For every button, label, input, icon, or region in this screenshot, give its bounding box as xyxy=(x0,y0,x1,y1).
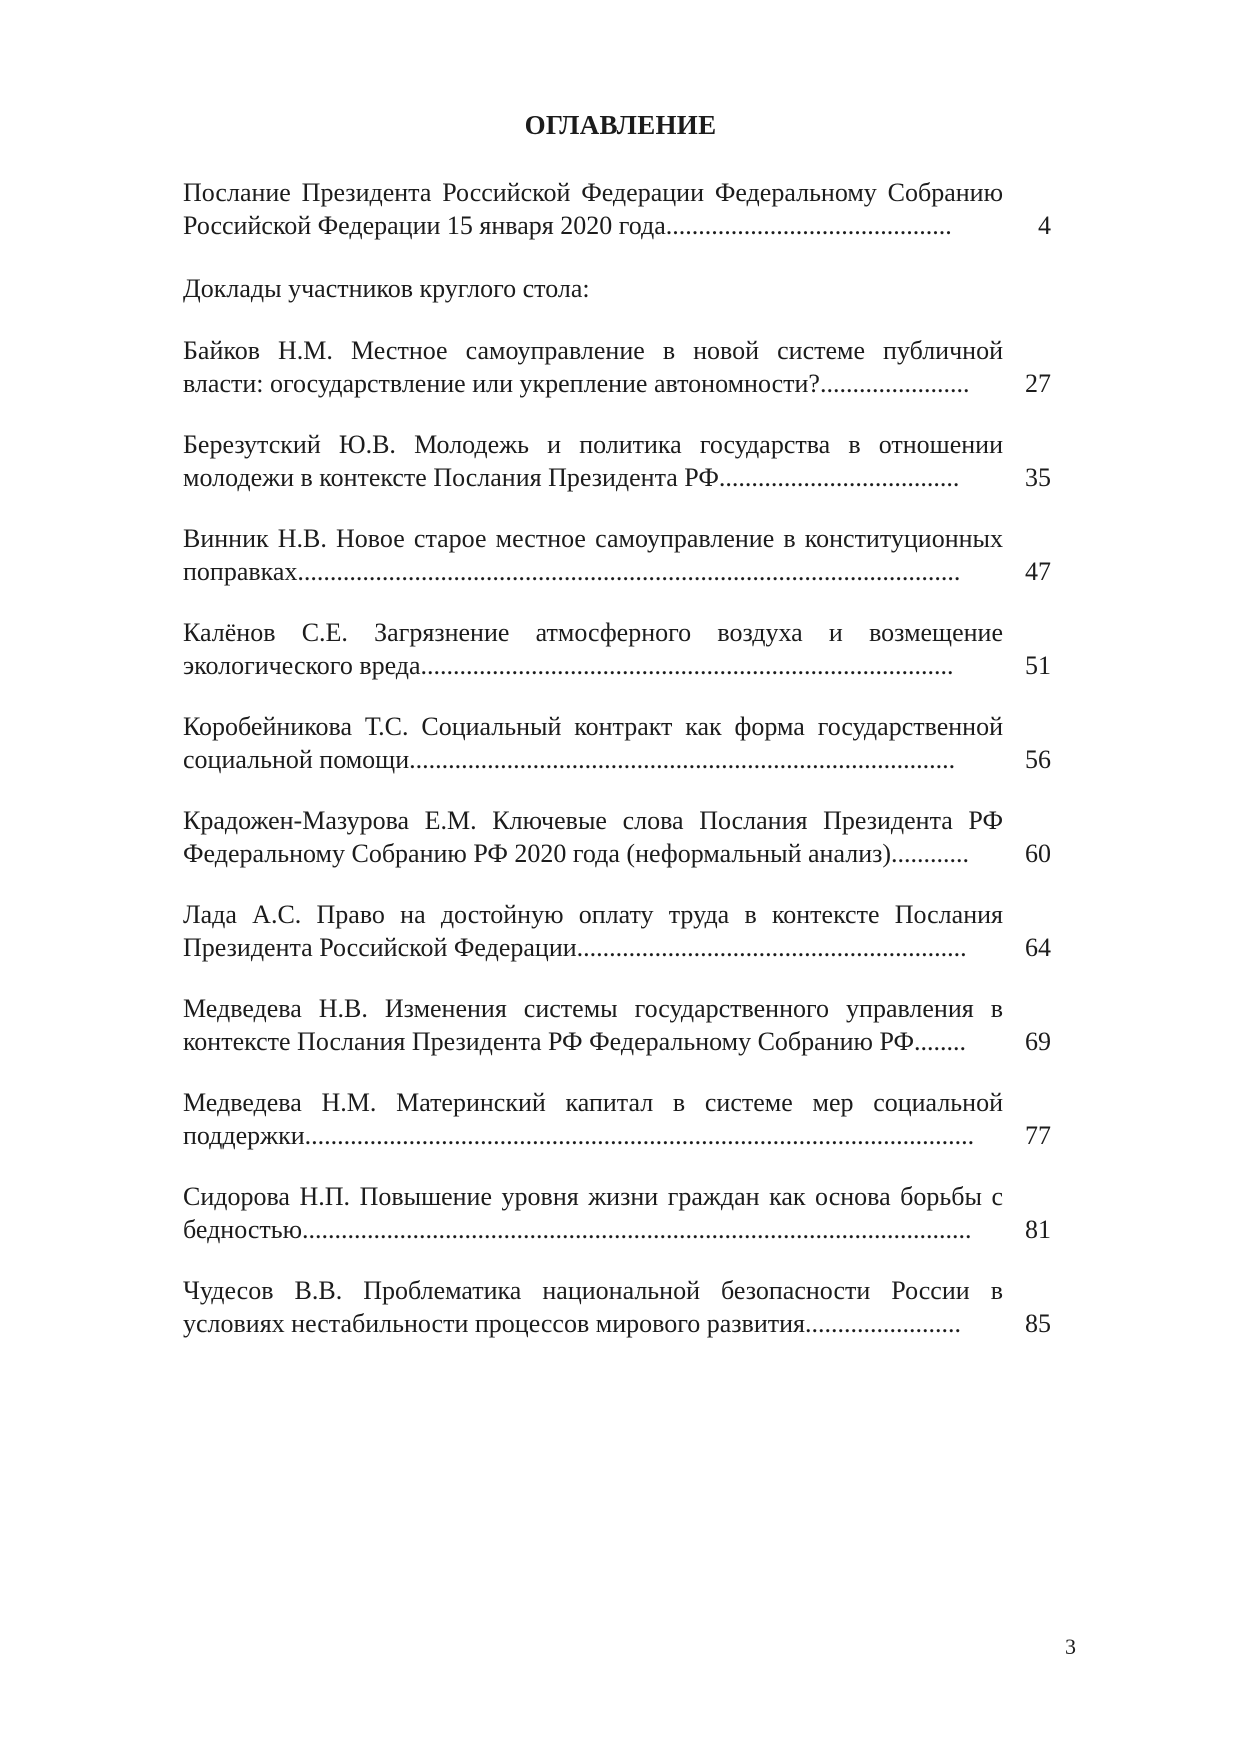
toc-entry xyxy=(183,616,1051,710)
toc-entry xyxy=(183,804,1051,898)
toc-entry xyxy=(183,334,1051,428)
toc-entry-page: 64 xyxy=(1025,933,1051,962)
toc-entry-page: 27 xyxy=(1025,369,1051,398)
toc-entry-page: 77 xyxy=(1025,1121,1051,1150)
toc-entry-title: Чудесов В.В. Проблематика национальной безопасности России в условиях нестабильности процессов мирового развития........................ xyxy=(183,1276,1003,1338)
toc-entry-page: 4 xyxy=(1038,211,1051,240)
table-of-contents xyxy=(183,176,1051,1368)
toc-entry-title: Лада А.С. Право на достойную оплату труда в контексте Послания Президента Российской Федерации............................................................ xyxy=(183,900,1003,962)
toc-entry-presidential-address xyxy=(183,176,1051,272)
toc-entry-title: Крадожен-Мазурова Е.М. Ключевые слова Послания Президента РФ Федеральному Собранию РФ 2020 года (неформальный анализ)............ xyxy=(183,806,1003,868)
page-number: 3 xyxy=(1065,1634,1076,1659)
page-title: ОГЛАВЛЕНИЕ xyxy=(524,110,717,140)
toc-entry-page: 85 xyxy=(1025,1309,1051,1338)
toc-entry-title: Сидорова Н.П. Повышение уровня жизни граждан как основа борьбы с бедностью....................................................................................................... xyxy=(183,1182,1003,1244)
toc-entry-page: 35 xyxy=(1025,463,1051,492)
toc-entry-page: 81 xyxy=(1025,1215,1051,1244)
toc-entry xyxy=(183,710,1051,804)
toc-entry-title: Байков Н.М. Местное самоуправление в новой системе публичной власти: огосударствление или укрепление автономности?....................... xyxy=(183,336,1003,398)
toc-entry-title: Медведева Н.М. Материнский капитал в системе мер социальной поддержки....................................................................................................... xyxy=(183,1088,1003,1150)
toc-entry-page: 51 xyxy=(1025,651,1051,680)
toc-entry-page: 47 xyxy=(1025,557,1051,586)
toc-entry-title: Медведева Н.В. Изменения системы государственного управления в контексте Послания Президента РФ Федеральному Собранию РФ........ xyxy=(183,994,1003,1056)
toc-entry-page: 56 xyxy=(1025,745,1051,774)
toc-entry xyxy=(183,428,1051,522)
toc-entry xyxy=(183,522,1051,616)
toc-entry xyxy=(183,1274,1051,1368)
toc-entry-title: Березутский Ю.В. Молодежь и политика государства в отношении молодежи в контексте Послания Президента РФ..................................... xyxy=(183,430,1003,492)
toc-entry-title: Коробейникова Т.С. Социальный контракт как форма государственной социальной помощи.................................................................................... xyxy=(183,712,1003,774)
toc-entry-title: Калёнов С.Е. Загрязнение атмосферного воздуха и возмещение экологического вреда.................................................................................. xyxy=(183,618,1003,680)
section-heading: Доклады участников круглого стола: xyxy=(183,274,590,303)
toc-entry-title: Винник Н.В. Новое старое местное самоуправление в конституционных поправках...................................................................................................... xyxy=(183,524,1003,586)
toc-entry-page: 60 xyxy=(1025,839,1051,868)
toc-entry xyxy=(183,992,1051,1086)
toc-entry xyxy=(183,898,1051,992)
toc-entry xyxy=(183,1180,1051,1274)
toc-entry-title: Послание Президента Российской Федерации Федеральному Собранию Российской Федерации 15 января 2020 года............................................ xyxy=(183,178,1003,240)
toc-entry xyxy=(183,1086,1051,1180)
toc-entry-page: 69 xyxy=(1025,1027,1051,1056)
